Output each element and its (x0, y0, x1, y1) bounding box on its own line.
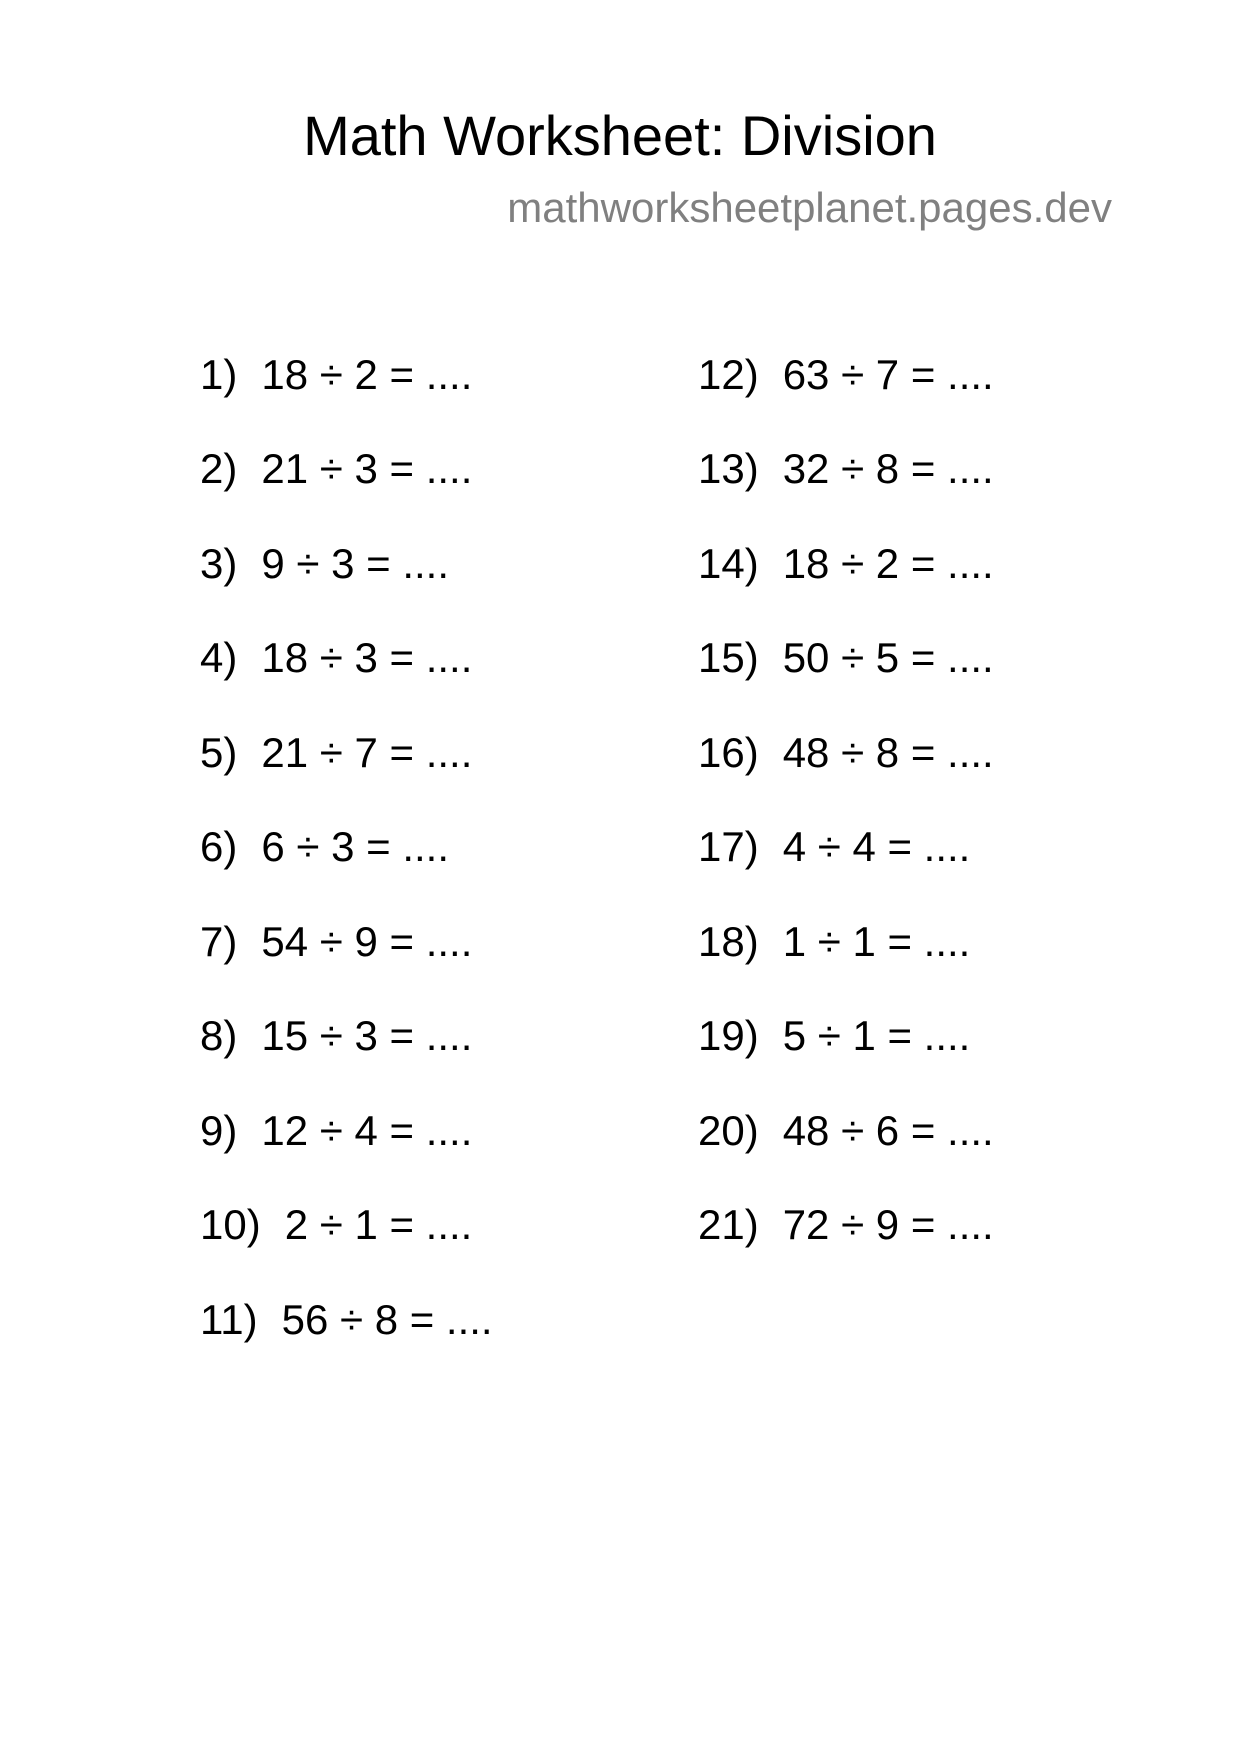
problem-item (200, 1010, 472, 1062)
problem-item (200, 1199, 472, 1251)
website-url: mathworksheetplanet.pages.dev (507, 184, 1112, 231)
problem-item (698, 916, 970, 968)
problem-number: 10) (200, 1201, 261, 1248)
problem-number: 8) (200, 1012, 238, 1059)
problem-expression: 5 ÷ 1 = .... (782, 1012, 971, 1059)
problem-expression: 21 ÷ 3 = .... (261, 445, 473, 492)
problem-item (698, 1010, 970, 1062)
problem-item (200, 727, 472, 779)
problem-expression: 48 ÷ 6 = .... (782, 1107, 994, 1154)
problem-expression: 72 ÷ 9 = .... (782, 1201, 994, 1248)
problem-number: 17) (698, 823, 759, 870)
problem-item (698, 727, 994, 779)
problem-expression: 32 ÷ 8 = .... (782, 445, 994, 492)
problem-expression: 1 ÷ 1 = .... (782, 918, 971, 965)
problem-expression: 18 ÷ 2 = .... (261, 351, 473, 398)
problem-expression: 48 ÷ 8 = .... (782, 729, 994, 776)
problem-item (698, 1105, 994, 1157)
problem-number: 5) (200, 729, 238, 776)
problem-number: 7) (200, 918, 238, 965)
problem-item (200, 821, 449, 873)
problem-number: 21) (698, 1201, 759, 1248)
problem-item (698, 632, 994, 684)
problem-item (200, 632, 472, 684)
problem-item (200, 443, 472, 495)
problem-item (200, 1294, 493, 1346)
problem-number: 18) (698, 918, 759, 965)
problem-item (200, 349, 472, 401)
problem-expression: 50 ÷ 5 = .... (782, 634, 994, 681)
problem-expression: 54 ÷ 9 = .... (261, 918, 473, 965)
problem-number: 1) (200, 351, 238, 398)
problem-number: 12) (698, 351, 759, 398)
problem-number: 16) (698, 729, 759, 776)
problem-item (698, 821, 970, 873)
problem-expression: 63 ÷ 7 = .... (782, 351, 994, 398)
problem-number: 14) (698, 540, 759, 587)
problem-expression: 18 ÷ 2 = .... (782, 540, 994, 587)
problem-number: 15) (698, 634, 759, 681)
worksheet-title: Math Worksheet: Division (303, 104, 937, 167)
problem-item (200, 538, 449, 590)
problem-expression: 12 ÷ 4 = .... (261, 1107, 473, 1154)
problem-item (698, 349, 994, 401)
problem-item (200, 1105, 472, 1157)
problem-expression: 6 ÷ 3 = .... (261, 823, 450, 870)
problem-expression: 9 ÷ 3 = .... (261, 540, 450, 587)
problem-expression: 18 ÷ 3 = .... (261, 634, 473, 681)
problem-item (698, 1199, 994, 1251)
problem-expression: 4 ÷ 4 = .... (782, 823, 971, 870)
problem-item (698, 538, 994, 590)
problem-number: 9) (200, 1107, 238, 1154)
problem-expression: 21 ÷ 7 = .... (261, 729, 473, 776)
problem-item (698, 443, 994, 495)
problem-number: 20) (698, 1107, 759, 1154)
problem-number: 13) (698, 445, 759, 492)
problem-number: 6) (200, 823, 238, 870)
problem-number: 19) (698, 1012, 759, 1059)
problem-number: 3) (200, 540, 238, 587)
problem-number: 4) (200, 634, 238, 681)
problem-expression: 2 ÷ 1 = .... (284, 1201, 473, 1248)
problem-number: 2) (200, 445, 238, 492)
problem-expression: 56 ÷ 8 = .... (281, 1296, 493, 1343)
problem-expression: 15 ÷ 3 = .... (261, 1012, 473, 1059)
problem-number: 11) (200, 1296, 258, 1343)
problem-item (200, 916, 472, 968)
